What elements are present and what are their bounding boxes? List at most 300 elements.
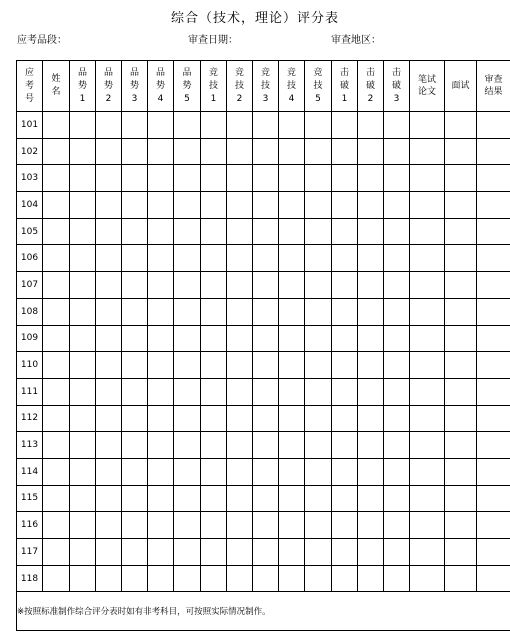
score-cell-sparring-3[interactable] <box>253 218 279 245</box>
score-cell-sparring-4[interactable] <box>279 245 305 272</box>
score-cell-written-essay[interactable] <box>410 245 445 272</box>
score-cell-written-essay[interactable] <box>410 298 445 325</box>
score-cell-form-1[interactable] <box>70 565 96 592</box>
score-cell-form-2[interactable] <box>96 565 122 592</box>
score-cell-name[interactable] <box>43 138 70 165</box>
score-cell-sparring-2[interactable] <box>227 565 253 592</box>
score-cell-breaking-1[interactable] <box>332 539 358 566</box>
score-cell-interview[interactable] <box>445 432 477 459</box>
score-cell-name[interactable] <box>43 272 70 299</box>
score-cell-breaking-3[interactable] <box>384 352 410 379</box>
score-cell-name[interactable] <box>43 432 70 459</box>
score-cell-sparring-5[interactable] <box>305 245 332 272</box>
score-cell-sparring-3[interactable] <box>253 512 279 539</box>
score-cell-form-1[interactable] <box>70 378 96 405</box>
score-cell-sparring-5[interactable] <box>305 165 332 192</box>
score-cell-name[interactable] <box>43 405 70 432</box>
score-cell-form-1[interactable] <box>70 432 96 459</box>
score-cell-sparring-5[interactable] <box>305 298 332 325</box>
score-cell-sparring-4[interactable] <box>279 298 305 325</box>
score-cell-breaking-3[interactable] <box>384 458 410 485</box>
score-cell-breaking-3[interactable] <box>384 405 410 432</box>
score-cell-sparring-4[interactable] <box>279 512 305 539</box>
score-cell-sparring-2[interactable] <box>227 378 253 405</box>
score-cell-form-4[interactable] <box>148 432 174 459</box>
score-cell-form-1[interactable] <box>70 298 96 325</box>
score-cell-form-4[interactable] <box>148 165 174 192</box>
score-cell-interview[interactable] <box>445 192 477 219</box>
score-cell-breaking-1[interactable] <box>332 458 358 485</box>
score-cell-form-4[interactable] <box>148 565 174 592</box>
score-cell-interview[interactable] <box>445 458 477 485</box>
score-cell-breaking-3[interactable] <box>384 138 410 165</box>
score-cell-review-result[interactable] <box>477 298 510 325</box>
score-cell-interview[interactable] <box>445 405 477 432</box>
score-cell-breaking-1[interactable] <box>332 325 358 352</box>
score-cell-sparring-5[interactable] <box>305 458 332 485</box>
score-cell-sparring-3[interactable] <box>253 405 279 432</box>
score-cell-sparring-4[interactable] <box>279 165 305 192</box>
score-cell-sparring-3[interactable] <box>253 458 279 485</box>
score-cell-form-2[interactable] <box>96 298 122 325</box>
score-cell-breaking-1[interactable] <box>332 565 358 592</box>
score-cell-form-2[interactable] <box>96 512 122 539</box>
score-cell-interview[interactable] <box>445 112 477 139</box>
score-cell-sparring-5[interactable] <box>305 405 332 432</box>
score-cell-written-essay[interactable] <box>410 272 445 299</box>
score-cell-breaking-3[interactable] <box>384 245 410 272</box>
score-cell-sparring-4[interactable] <box>279 378 305 405</box>
score-cell-form-3[interactable] <box>122 432 148 459</box>
score-cell-form-1[interactable] <box>70 485 96 512</box>
score-cell-breaking-2[interactable] <box>358 432 384 459</box>
score-cell-sparring-1[interactable] <box>201 272 227 299</box>
score-cell-form-2[interactable] <box>96 138 122 165</box>
score-cell-sparring-2[interactable] <box>227 165 253 192</box>
score-cell-form-2[interactable] <box>96 218 122 245</box>
score-cell-written-essay[interactable] <box>410 432 445 459</box>
score-cell-name[interactable] <box>43 485 70 512</box>
score-cell-sparring-2[interactable] <box>227 405 253 432</box>
score-cell-form-4[interactable] <box>148 352 174 379</box>
score-cell-form-4[interactable] <box>148 405 174 432</box>
score-cell-form-1[interactable] <box>70 218 96 245</box>
score-cell-sparring-5[interactable] <box>305 565 332 592</box>
score-cell-breaking-1[interactable] <box>332 432 358 459</box>
score-cell-written-essay[interactable] <box>410 192 445 219</box>
score-cell-form-1[interactable] <box>70 325 96 352</box>
score-cell-form-3[interactable] <box>122 218 148 245</box>
score-cell-breaking-2[interactable] <box>358 165 384 192</box>
score-cell-sparring-3[interactable] <box>253 165 279 192</box>
score-cell-breaking-1[interactable] <box>332 405 358 432</box>
score-cell-form-4[interactable] <box>148 112 174 139</box>
score-cell-interview[interactable] <box>445 565 477 592</box>
score-cell-interview[interactable] <box>445 165 477 192</box>
score-cell-form-4[interactable] <box>148 539 174 566</box>
score-cell-form-4[interactable] <box>148 192 174 219</box>
score-cell-breaking-2[interactable] <box>358 245 384 272</box>
score-cell-sparring-2[interactable] <box>227 512 253 539</box>
score-cell-sparring-4[interactable] <box>279 272 305 299</box>
score-cell-breaking-3[interactable] <box>384 325 410 352</box>
score-cell-name[interactable] <box>43 298 70 325</box>
score-cell-form-3[interactable] <box>122 245 148 272</box>
score-cell-form-5[interactable] <box>174 192 201 219</box>
score-cell-name[interactable] <box>43 245 70 272</box>
score-cell-written-essay[interactable] <box>410 378 445 405</box>
score-cell-sparring-5[interactable] <box>305 272 332 299</box>
score-cell-sparring-1[interactable] <box>201 192 227 219</box>
score-cell-review-result[interactable] <box>477 218 510 245</box>
score-cell-sparring-1[interactable] <box>201 138 227 165</box>
score-cell-breaking-1[interactable] <box>332 245 358 272</box>
score-cell-form-4[interactable] <box>148 138 174 165</box>
score-cell-form-5[interactable] <box>174 218 201 245</box>
score-cell-review-result[interactable] <box>477 138 510 165</box>
score-cell-sparring-5[interactable] <box>305 512 332 539</box>
score-cell-sparring-2[interactable] <box>227 539 253 566</box>
score-cell-form-3[interactable] <box>122 485 148 512</box>
score-cell-form-5[interactable] <box>174 432 201 459</box>
score-cell-sparring-4[interactable] <box>279 138 305 165</box>
score-cell-sparring-2[interactable] <box>227 245 253 272</box>
score-cell-breaking-3[interactable] <box>384 512 410 539</box>
score-cell-name[interactable] <box>43 325 70 352</box>
score-cell-sparring-4[interactable] <box>279 485 305 512</box>
score-cell-breaking-3[interactable] <box>384 192 410 219</box>
score-cell-sparring-1[interactable] <box>201 298 227 325</box>
score-cell-sparring-1[interactable] <box>201 218 227 245</box>
score-cell-written-essay[interactable] <box>410 165 445 192</box>
score-cell-form-3[interactable] <box>122 192 148 219</box>
score-cell-written-essay[interactable] <box>410 512 445 539</box>
score-cell-review-result[interactable] <box>477 352 510 379</box>
score-cell-interview[interactable] <box>445 378 477 405</box>
score-cell-sparring-1[interactable] <box>201 539 227 566</box>
score-cell-sparring-5[interactable] <box>305 192 332 219</box>
score-cell-breaking-1[interactable] <box>332 298 358 325</box>
score-cell-sparring-2[interactable] <box>227 112 253 139</box>
score-cell-form-5[interactable] <box>174 539 201 566</box>
score-cell-sparring-3[interactable] <box>253 352 279 379</box>
score-cell-sparring-5[interactable] <box>305 539 332 566</box>
score-cell-breaking-1[interactable] <box>332 138 358 165</box>
score-cell-form-2[interactable] <box>96 539 122 566</box>
score-cell-breaking-2[interactable] <box>358 485 384 512</box>
score-cell-written-essay[interactable] <box>410 485 445 512</box>
score-cell-breaking-2[interactable] <box>358 298 384 325</box>
score-cell-sparring-3[interactable] <box>253 565 279 592</box>
score-cell-interview[interactable] <box>445 298 477 325</box>
score-cell-form-3[interactable] <box>122 539 148 566</box>
score-cell-form-4[interactable] <box>148 512 174 539</box>
score-cell-breaking-3[interactable] <box>384 432 410 459</box>
score-cell-name[interactable] <box>43 352 70 379</box>
score-cell-breaking-1[interactable] <box>332 272 358 299</box>
score-cell-sparring-2[interactable] <box>227 485 253 512</box>
score-cell-name[interactable] <box>43 512 70 539</box>
score-cell-review-result[interactable] <box>477 272 510 299</box>
score-cell-form-1[interactable] <box>70 539 96 566</box>
score-cell-form-4[interactable] <box>148 298 174 325</box>
score-cell-interview[interactable] <box>445 245 477 272</box>
score-cell-form-2[interactable] <box>96 352 122 379</box>
score-cell-sparring-3[interactable] <box>253 485 279 512</box>
score-cell-review-result[interactable] <box>477 112 510 139</box>
score-cell-sparring-1[interactable] <box>201 112 227 139</box>
score-cell-form-3[interactable] <box>122 298 148 325</box>
score-cell-written-essay[interactable] <box>410 352 445 379</box>
score-cell-sparring-1[interactable] <box>201 245 227 272</box>
score-cell-form-2[interactable] <box>96 245 122 272</box>
score-cell-form-1[interactable] <box>70 112 96 139</box>
score-cell-form-3[interactable] <box>122 405 148 432</box>
score-cell-sparring-1[interactable] <box>201 512 227 539</box>
score-cell-sparring-2[interactable] <box>227 325 253 352</box>
score-cell-breaking-2[interactable] <box>358 272 384 299</box>
score-cell-review-result[interactable] <box>477 245 510 272</box>
score-cell-sparring-4[interactable] <box>279 458 305 485</box>
score-cell-written-essay[interactable] <box>410 325 445 352</box>
score-cell-form-1[interactable] <box>70 512 96 539</box>
score-cell-breaking-1[interactable] <box>332 512 358 539</box>
score-cell-form-3[interactable] <box>122 378 148 405</box>
score-cell-form-3[interactable] <box>122 565 148 592</box>
score-cell-form-5[interactable] <box>174 458 201 485</box>
score-cell-review-result[interactable] <box>477 432 510 459</box>
score-cell-form-5[interactable] <box>174 485 201 512</box>
score-cell-breaking-3[interactable] <box>384 298 410 325</box>
score-cell-breaking-2[interactable] <box>358 512 384 539</box>
score-cell-sparring-3[interactable] <box>253 138 279 165</box>
score-cell-sparring-4[interactable] <box>279 352 305 379</box>
score-cell-form-1[interactable] <box>70 458 96 485</box>
score-cell-breaking-3[interactable] <box>384 112 410 139</box>
score-cell-sparring-4[interactable] <box>279 539 305 566</box>
score-cell-sparring-2[interactable] <box>227 298 253 325</box>
score-cell-form-4[interactable] <box>148 245 174 272</box>
score-cell-breaking-1[interactable] <box>332 112 358 139</box>
score-cell-sparring-1[interactable] <box>201 565 227 592</box>
score-cell-breaking-2[interactable] <box>358 352 384 379</box>
score-cell-form-3[interactable] <box>122 138 148 165</box>
score-cell-breaking-2[interactable] <box>358 218 384 245</box>
score-cell-breaking-1[interactable] <box>332 192 358 219</box>
score-cell-breaking-3[interactable] <box>384 218 410 245</box>
score-cell-sparring-1[interactable] <box>201 325 227 352</box>
score-cell-sparring-5[interactable] <box>305 485 332 512</box>
score-cell-interview[interactable] <box>445 512 477 539</box>
score-cell-sparring-1[interactable] <box>201 485 227 512</box>
score-cell-written-essay[interactable] <box>410 539 445 566</box>
score-cell-breaking-2[interactable] <box>358 192 384 219</box>
score-cell-sparring-2[interactable] <box>227 138 253 165</box>
score-cell-review-result[interactable] <box>477 405 510 432</box>
score-cell-form-2[interactable] <box>96 325 122 352</box>
score-cell-written-essay[interactable] <box>410 218 445 245</box>
score-cell-form-4[interactable] <box>148 218 174 245</box>
score-cell-form-5[interactable] <box>174 325 201 352</box>
score-cell-sparring-5[interactable] <box>305 325 332 352</box>
score-cell-sparring-4[interactable] <box>279 112 305 139</box>
score-cell-breaking-3[interactable] <box>384 378 410 405</box>
score-cell-interview[interactable] <box>445 539 477 566</box>
score-cell-interview[interactable] <box>445 138 477 165</box>
score-cell-form-2[interactable] <box>96 378 122 405</box>
score-cell-interview[interactable] <box>445 325 477 352</box>
score-cell-breaking-2[interactable] <box>358 378 384 405</box>
score-cell-breaking-1[interactable] <box>332 218 358 245</box>
score-cell-form-1[interactable] <box>70 165 96 192</box>
score-cell-name[interactable] <box>43 165 70 192</box>
score-cell-review-result[interactable] <box>477 165 510 192</box>
score-cell-name[interactable] <box>43 458 70 485</box>
score-cell-sparring-4[interactable] <box>279 218 305 245</box>
score-cell-name[interactable] <box>43 539 70 566</box>
score-cell-review-result[interactable] <box>477 512 510 539</box>
score-cell-review-result[interactable] <box>477 378 510 405</box>
score-cell-sparring-2[interactable] <box>227 272 253 299</box>
score-cell-review-result[interactable] <box>477 485 510 512</box>
score-cell-name[interactable] <box>43 565 70 592</box>
score-cell-interview[interactable] <box>445 352 477 379</box>
score-cell-form-5[interactable] <box>174 245 201 272</box>
score-cell-form-4[interactable] <box>148 458 174 485</box>
score-cell-form-1[interactable] <box>70 272 96 299</box>
score-cell-sparring-4[interactable] <box>279 565 305 592</box>
score-cell-sparring-3[interactable] <box>253 192 279 219</box>
score-cell-breaking-3[interactable] <box>384 272 410 299</box>
score-cell-sparring-5[interactable] <box>305 218 332 245</box>
score-cell-breaking-2[interactable] <box>358 539 384 566</box>
score-cell-form-5[interactable] <box>174 272 201 299</box>
score-cell-sparring-3[interactable] <box>253 112 279 139</box>
score-cell-form-5[interactable] <box>174 512 201 539</box>
score-cell-breaking-2[interactable] <box>358 565 384 592</box>
score-cell-form-5[interactable] <box>174 405 201 432</box>
score-cell-sparring-2[interactable] <box>227 352 253 379</box>
score-cell-name[interactable] <box>43 378 70 405</box>
score-cell-form-5[interactable] <box>174 112 201 139</box>
score-cell-sparring-1[interactable] <box>201 352 227 379</box>
score-cell-form-1[interactable] <box>70 352 96 379</box>
score-cell-form-1[interactable] <box>70 405 96 432</box>
score-cell-written-essay[interactable] <box>410 565 445 592</box>
score-cell-sparring-3[interactable] <box>253 432 279 459</box>
score-cell-form-3[interactable] <box>122 112 148 139</box>
score-cell-name[interactable] <box>43 218 70 245</box>
score-cell-form-3[interactable] <box>122 165 148 192</box>
score-cell-breaking-3[interactable] <box>384 539 410 566</box>
score-cell-sparring-4[interactable] <box>279 405 305 432</box>
score-cell-sparring-1[interactable] <box>201 378 227 405</box>
score-cell-interview[interactable] <box>445 485 477 512</box>
score-cell-form-1[interactable] <box>70 138 96 165</box>
score-cell-form-3[interactable] <box>122 272 148 299</box>
score-cell-breaking-3[interactable] <box>384 565 410 592</box>
score-cell-form-5[interactable] <box>174 298 201 325</box>
score-cell-form-1[interactable] <box>70 245 96 272</box>
score-cell-form-2[interactable] <box>96 192 122 219</box>
score-cell-sparring-1[interactable] <box>201 432 227 459</box>
score-cell-sparring-5[interactable] <box>305 432 332 459</box>
score-cell-written-essay[interactable] <box>410 458 445 485</box>
score-cell-form-4[interactable] <box>148 378 174 405</box>
score-cell-sparring-2[interactable] <box>227 458 253 485</box>
score-cell-breaking-3[interactable] <box>384 485 410 512</box>
score-cell-sparring-3[interactable] <box>253 272 279 299</box>
score-cell-written-essay[interactable] <box>410 112 445 139</box>
score-cell-form-4[interactable] <box>148 272 174 299</box>
score-cell-breaking-3[interactable] <box>384 165 410 192</box>
score-cell-form-2[interactable] <box>96 272 122 299</box>
score-cell-name[interactable] <box>43 192 70 219</box>
score-cell-breaking-2[interactable] <box>358 405 384 432</box>
score-cell-form-5[interactable] <box>174 165 201 192</box>
score-cell-form-2[interactable] <box>96 112 122 139</box>
score-cell-form-5[interactable] <box>174 352 201 379</box>
score-cell-sparring-1[interactable] <box>201 405 227 432</box>
score-cell-review-result[interactable] <box>477 458 510 485</box>
score-cell-form-3[interactable] <box>122 352 148 379</box>
score-cell-written-essay[interactable] <box>410 138 445 165</box>
score-cell-sparring-5[interactable] <box>305 112 332 139</box>
score-cell-breaking-1[interactable] <box>332 165 358 192</box>
score-cell-sparring-4[interactable] <box>279 192 305 219</box>
score-cell-breaking-1[interactable] <box>332 352 358 379</box>
score-cell-sparring-3[interactable] <box>253 298 279 325</box>
score-cell-sparring-4[interactable] <box>279 325 305 352</box>
score-cell-review-result[interactable] <box>477 192 510 219</box>
score-cell-review-result[interactable] <box>477 565 510 592</box>
score-cell-form-3[interactable] <box>122 325 148 352</box>
score-cell-sparring-2[interactable] <box>227 432 253 459</box>
score-cell-form-2[interactable] <box>96 405 122 432</box>
score-cell-review-result[interactable] <box>477 325 510 352</box>
score-cell-form-5[interactable] <box>174 378 201 405</box>
score-cell-breaking-1[interactable] <box>332 378 358 405</box>
score-cell-breaking-2[interactable] <box>358 458 384 485</box>
score-cell-breaking-2[interactable] <box>358 112 384 139</box>
score-cell-sparring-3[interactable] <box>253 245 279 272</box>
score-cell-breaking-2[interactable] <box>358 325 384 352</box>
score-cell-interview[interactable] <box>445 272 477 299</box>
score-cell-form-5[interactable] <box>174 138 201 165</box>
score-cell-form-4[interactable] <box>148 325 174 352</box>
score-cell-sparring-1[interactable] <box>201 165 227 192</box>
score-cell-sparring-4[interactable] <box>279 432 305 459</box>
score-cell-sparring-5[interactable] <box>305 138 332 165</box>
score-cell-form-1[interactable] <box>70 192 96 219</box>
score-cell-sparring-2[interactable] <box>227 192 253 219</box>
score-cell-sparring-3[interactable] <box>253 325 279 352</box>
score-cell-form-4[interactable] <box>148 485 174 512</box>
score-cell-written-essay[interactable] <box>410 405 445 432</box>
score-cell-breaking-1[interactable] <box>332 485 358 512</box>
score-cell-form-2[interactable] <box>96 432 122 459</box>
score-cell-form-3[interactable] <box>122 458 148 485</box>
score-cell-form-5[interactable] <box>174 565 201 592</box>
score-cell-form-2[interactable] <box>96 485 122 512</box>
score-cell-sparring-2[interactable] <box>227 218 253 245</box>
score-cell-interview[interactable] <box>445 218 477 245</box>
score-cell-form-3[interactable] <box>122 512 148 539</box>
score-cell-sparring-1[interactable] <box>201 458 227 485</box>
score-cell-sparring-5[interactable] <box>305 378 332 405</box>
score-cell-breaking-2[interactable] <box>358 138 384 165</box>
score-cell-sparring-5[interactable] <box>305 352 332 379</box>
